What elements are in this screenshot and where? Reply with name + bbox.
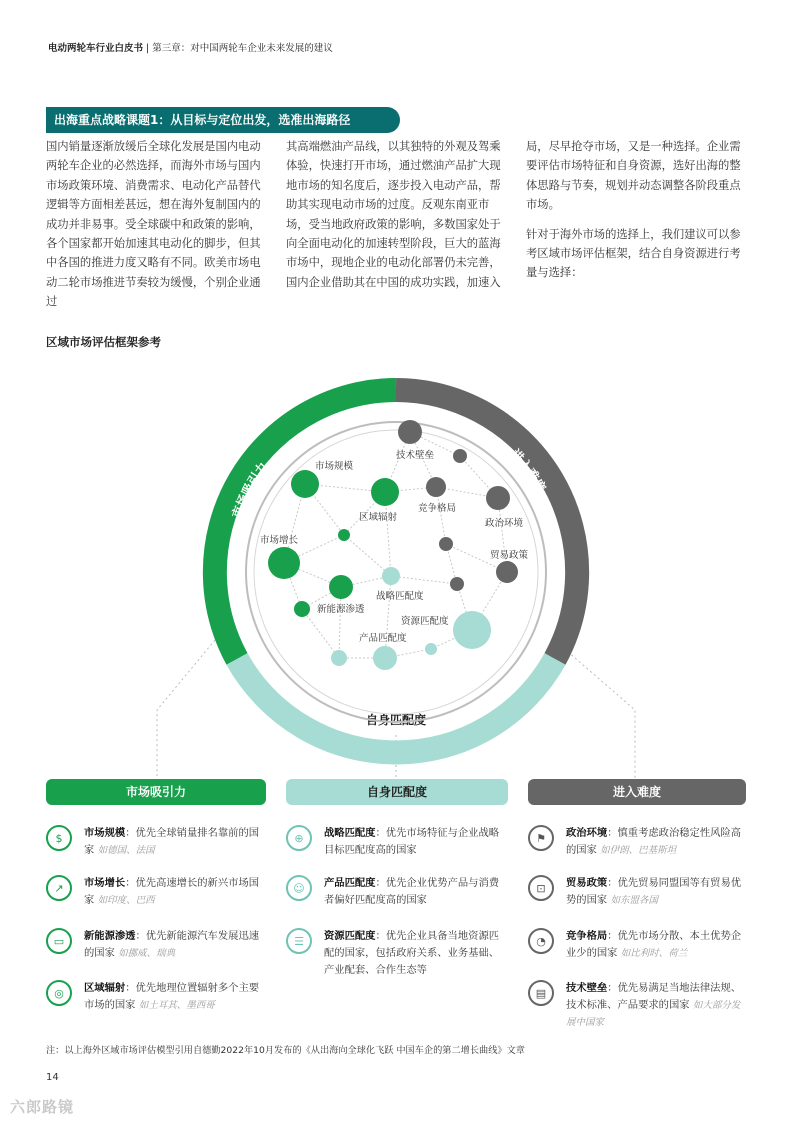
node-gray-small-3	[450, 577, 464, 591]
target-globe-icon: ⊕	[286, 825, 312, 851]
node-resource-fit	[453, 611, 491, 649]
section-title: 区域市场评估框架参考	[46, 335, 161, 349]
document-icon: ▤	[528, 980, 554, 1006]
user-icon: ☺	[286, 875, 312, 901]
node-gray-small	[453, 449, 467, 463]
label-regional-radiation: 区域辐射	[359, 512, 398, 523]
list-icon: ☰	[286, 928, 312, 954]
battery-icon: ▭	[46, 928, 72, 954]
label-competition: 竞争格局	[418, 503, 457, 514]
arc-label-market: 市场吸引力	[229, 459, 271, 520]
node-market-size	[291, 470, 319, 498]
node-politics	[486, 486, 510, 510]
money-bag-icon: $	[46, 825, 72, 851]
label-politics: 政治环境	[485, 518, 524, 529]
header-separator: |	[143, 43, 153, 54]
arc-label-fit: 自身匹配度	[365, 713, 427, 727]
node-regional-radiation	[371, 478, 399, 506]
paragraph: 局，尽早抢夺市场，又是一种选择。企业需要评估市场特征和自身资源，选好出海的整体思路与节奏，规划并动态调整各阶段重点市场。	[526, 140, 741, 212]
label-product-fit: 产品匹配度	[359, 633, 407, 644]
node-trade	[496, 561, 518, 583]
label-tech-barrier: 技术壁垒	[396, 450, 435, 461]
growth-chart-icon: ↗	[46, 875, 72, 901]
lock-icon: ⊡	[528, 875, 554, 901]
flag-icon: ⚑	[528, 825, 554, 851]
paragraph: 国内销量逐渐放缓后全球化发展是国内电动两轮车企业的必然选择，而海外市场与国内市场政策环境、消费需求、电动化产品替代逻辑等方面相差甚远，想在海外复制国内的成功并非易事。受全球碳中和政策的影响，各个国家都开始加速其电动化的脚步，但其中各国的推进力度又略有不同。欧美市场电动二轮市场推进节奏较为缓慢，个别企业通过	[46, 140, 261, 309]
pill-entry-difficulty: 进入难度	[528, 779, 746, 805]
node-competition	[426, 477, 446, 497]
node-product-fit	[373, 646, 397, 670]
footnote: 注：以上海外区域市场评估模型引用自德勤2022年10月发布的《从出海向全球化飞跃 中国车企的第二增长曲线》文章	[46, 1045, 525, 1056]
pill-market-attraction: 市场吸引力	[46, 779, 266, 805]
label-market-size: 市场规模	[315, 461, 354, 472]
arc-label-entry: 进入难度	[508, 446, 549, 495]
page-header	[48, 40, 333, 54]
market-attraction-arc	[215, 390, 396, 659]
paragraph: 针对于海外市场的选择上，我们建议可以参考区域市场评估框架，结合自身资源进行考量与选择：	[526, 227, 741, 280]
whitepaper-title: 电动两轮车行业白皮书	[48, 43, 144, 54]
globe-icon: ◎	[46, 980, 72, 1006]
pie-chart-icon: ◔	[528, 928, 554, 954]
strategy-banner: 出海重点战略课题1：从目标与定位出发，选准出海路径	[46, 107, 400, 133]
node-nev-small	[294, 601, 310, 617]
paragraph: 其高端燃油产品线，以其独特的外观及驾乘体验，快速打开市场，通过燃油产品扩大现地市场的知名度后，逐步投入电动产品，帮助其实现电动市场的过度。反观东南亚市场，受当地政府政策的影响，多数国家处于向全面电动化的加速转型阶段，巨大的蓝海市场中，现地企业的电动化部署仍未完善，国内企业借助其在中国的成功实践，加速入	[286, 140, 501, 289]
label-resource-fit: 资源匹配度	[401, 616, 449, 627]
label-nev-penetration: 新能源渗透	[317, 604, 365, 615]
label-market-growth: 市场增长	[260, 535, 299, 546]
node-teal-small-2	[331, 650, 347, 666]
pill-self-fit: 自身匹配度	[286, 779, 508, 805]
text-column-2	[286, 137, 504, 302]
text-column-3	[526, 137, 744, 293]
node-nev	[329, 575, 353, 599]
label-trade-policy: 贸易政策	[490, 550, 529, 561]
node-teal-small	[425, 643, 437, 655]
evaluation-framework-diagram	[0, 350, 793, 780]
node-gray-small-2	[439, 537, 453, 551]
node-small-green	[338, 529, 350, 541]
node-market-growth	[268, 547, 300, 579]
page-number: 14	[46, 1072, 59, 1083]
label-strategy-fit: 战略匹配度	[376, 591, 424, 602]
node-strategy-fit	[382, 567, 400, 585]
chapter-title: 第三章：对中国两轮车企业未来发展的建议	[152, 43, 333, 54]
watermark-logo: 六郎路镜	[10, 1098, 75, 1116]
node-tech-barrier	[398, 420, 422, 444]
text-column-1	[46, 137, 264, 322]
